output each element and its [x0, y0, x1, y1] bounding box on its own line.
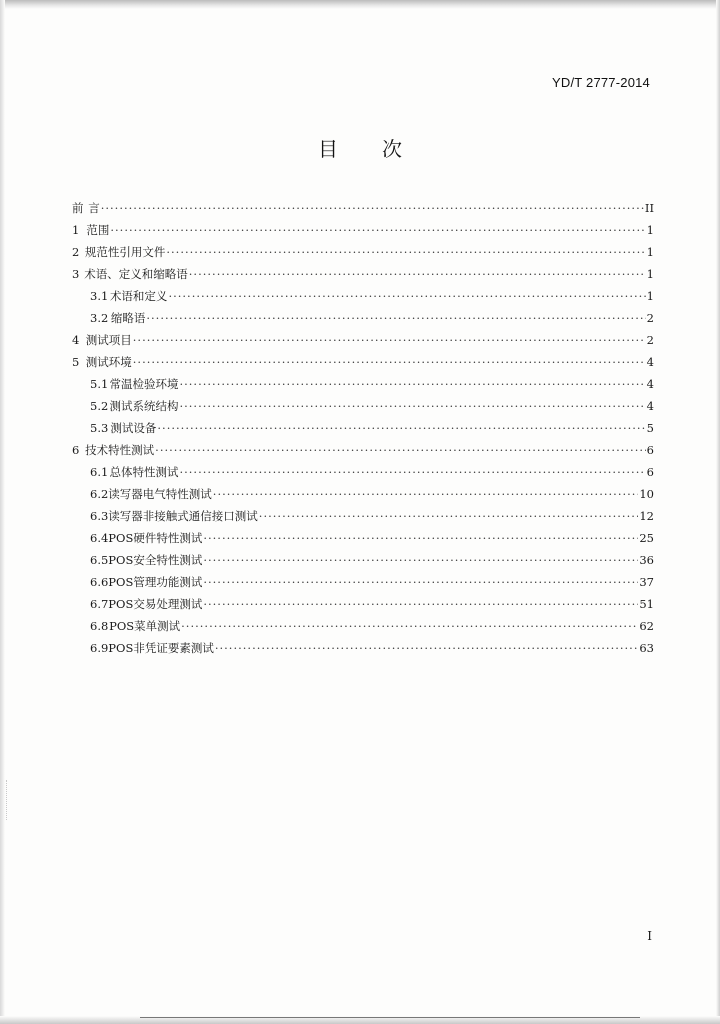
toc-entry-page: II	[644, 201, 654, 215]
document-code: YD/T 2777-2014	[552, 75, 650, 90]
toc-entry-label: 总体特性测试	[109, 465, 179, 479]
toc-entry-page: 12	[639, 509, 654, 523]
toc-entry-label: 测试环境	[85, 355, 132, 369]
toc-entry-number: 6	[72, 443, 80, 457]
toc-dot-leader	[189, 263, 646, 285]
toc-entry-label: 读写器非接触式通信接口测试	[108, 509, 258, 523]
toc-entry-label: 术语、定义和缩略语	[84, 267, 188, 281]
toc-dot-leader	[179, 461, 645, 483]
toc-entry[interactable]	[72, 263, 654, 285]
toc-dot-leader	[181, 615, 638, 637]
toc-entry-page: 4	[646, 399, 654, 413]
toc-entry-page: 1	[646, 223, 654, 237]
toc-entry-number: 2	[72, 245, 80, 259]
toc-heading-char-2: 次	[382, 137, 402, 161]
toc-entry-number: 5.2	[90, 399, 109, 413]
toc-dot-leader	[215, 637, 639, 659]
toc-entry-page: 37	[639, 575, 654, 589]
toc-dot-leader	[168, 285, 645, 307]
toc-entry-page: 5	[646, 421, 654, 435]
toc-entry-page: 62	[639, 619, 654, 633]
toc-entry-label: 缩略语	[110, 311, 146, 325]
toc-entry-page: 2	[646, 333, 654, 347]
toc-entry-label: POS安全特性测试	[108, 553, 203, 567]
toc-entry[interactable]	[72, 527, 654, 549]
toc-entry[interactable]	[72, 549, 654, 571]
toc-dot-leader	[213, 483, 639, 505]
table-of-contents	[72, 197, 654, 659]
toc-entry-number: 6.2	[90, 487, 109, 501]
toc-entry[interactable]	[72, 219, 654, 241]
toc-dot-leader	[133, 329, 646, 351]
toc-entry-page: 1	[646, 245, 654, 259]
toc-dot-leader	[155, 439, 646, 461]
toc-heading-char-1: 目	[318, 137, 338, 161]
toc-entry-number: 6.4	[90, 531, 109, 545]
toc-entry-number: 6.8	[90, 619, 109, 633]
toc-dot-leader	[101, 197, 644, 219]
toc-entry-page: 6	[646, 443, 654, 457]
toc-entry-page: 6	[646, 465, 654, 479]
toc-entry-number: 1	[72, 223, 80, 237]
toc-entry[interactable]	[72, 417, 654, 439]
toc-dot-leader	[179, 395, 645, 417]
toc-entry-label: 术语和定义	[109, 289, 168, 303]
toc-entry-page: 36	[639, 553, 654, 567]
bottom-rule	[140, 1017, 640, 1018]
toc-entry[interactable]	[72, 637, 654, 659]
toc-entry-label: 测试项目	[85, 333, 132, 347]
toc-entry-label: 常温检验环境	[109, 377, 179, 391]
page-number: I	[647, 929, 652, 943]
toc-entry[interactable]	[72, 285, 654, 307]
toc-entry[interactable]	[72, 571, 654, 593]
toc-entry[interactable]	[72, 197, 654, 219]
toc-entry-page: 51	[639, 597, 654, 611]
toc-entry[interactable]	[72, 593, 654, 615]
toc-dot-leader	[110, 219, 645, 241]
toc-entry-label: POS非凭证要素测试	[108, 641, 214, 655]
toc-entry-number: 6.6	[90, 575, 109, 589]
toc-entry[interactable]	[72, 307, 654, 329]
toc-dot-leader	[203, 527, 638, 549]
toc-dot-leader	[203, 549, 638, 571]
toc-entry-page: 4	[646, 377, 654, 391]
toc-entry[interactable]	[72, 395, 654, 417]
toc-entry-number: 前	[72, 201, 84, 215]
scan-speck	[6, 780, 11, 820]
toc-entry[interactable]	[72, 505, 654, 527]
toc-dot-leader	[179, 373, 645, 395]
toc-dot-leader	[133, 351, 646, 373]
toc-dot-leader	[259, 505, 639, 527]
toc-entry-label: 技术特性测试	[85, 443, 155, 457]
toc-entry-label: POS管理功能测试	[108, 575, 203, 589]
toc-entry-page: 1	[646, 289, 654, 303]
toc-entry-number: 5	[72, 355, 80, 369]
toc-entry-page: 63	[639, 641, 654, 655]
toc-entry-page: 2	[646, 311, 654, 325]
toc-dot-leader	[203, 593, 638, 615]
toc-entry-label: 测试系统结构	[109, 399, 179, 413]
toc-entry-label: 读写器电气特性测试	[108, 487, 212, 501]
toc-entry-label: POS硬件特性测试	[108, 531, 203, 545]
toc-dot-leader	[203, 571, 638, 593]
scan-edge-top	[0, 0, 720, 9]
toc-dot-leader	[166, 241, 645, 263]
toc-entry[interactable]	[72, 329, 654, 351]
toc-entry-number: 6.3	[90, 509, 109, 523]
toc-entry-number: 5.1	[90, 377, 109, 391]
toc-entry-number: 3.1	[90, 289, 109, 303]
toc-entry[interactable]	[72, 483, 654, 505]
toc-entry-number: 3	[72, 267, 80, 281]
toc-entry-number: 6.7	[90, 597, 109, 611]
toc-entry-label: POS交易处理测试	[108, 597, 203, 611]
toc-entry-page: 10	[639, 487, 654, 501]
toc-heading	[0, 133, 720, 162]
toc-entry-number: 3.2	[90, 311, 109, 325]
toc-entry-number: 6.1	[90, 465, 109, 479]
toc-entry[interactable]	[72, 461, 654, 483]
toc-entry-number: 6.9	[90, 641, 109, 655]
toc-entry[interactable]	[72, 373, 654, 395]
toc-entry-label: POS菜单测试	[109, 619, 181, 633]
toc-entry-label: 规范性引用文件	[84, 245, 166, 259]
toc-entry-label: 测试设备	[110, 421, 157, 435]
toc-entry-number: 4	[72, 333, 80, 347]
toc-entry-number: 6.5	[90, 553, 109, 567]
toc-entry[interactable]	[72, 351, 654, 373]
toc-entry-page: 25	[639, 531, 654, 545]
toc-entry-label: 范围	[86, 223, 110, 237]
toc-entry[interactable]	[72, 615, 654, 637]
toc-entry-page: 1	[646, 267, 654, 281]
toc-dot-leader	[146, 307, 645, 329]
toc-entry[interactable]	[72, 439, 654, 461]
toc-entry-label: 言	[88, 201, 100, 215]
toc-entry-page: 4	[646, 355, 654, 369]
toc-entry[interactable]	[72, 241, 654, 263]
toc-entry-number: 5.3	[90, 421, 109, 435]
toc-dot-leader	[157, 417, 645, 439]
